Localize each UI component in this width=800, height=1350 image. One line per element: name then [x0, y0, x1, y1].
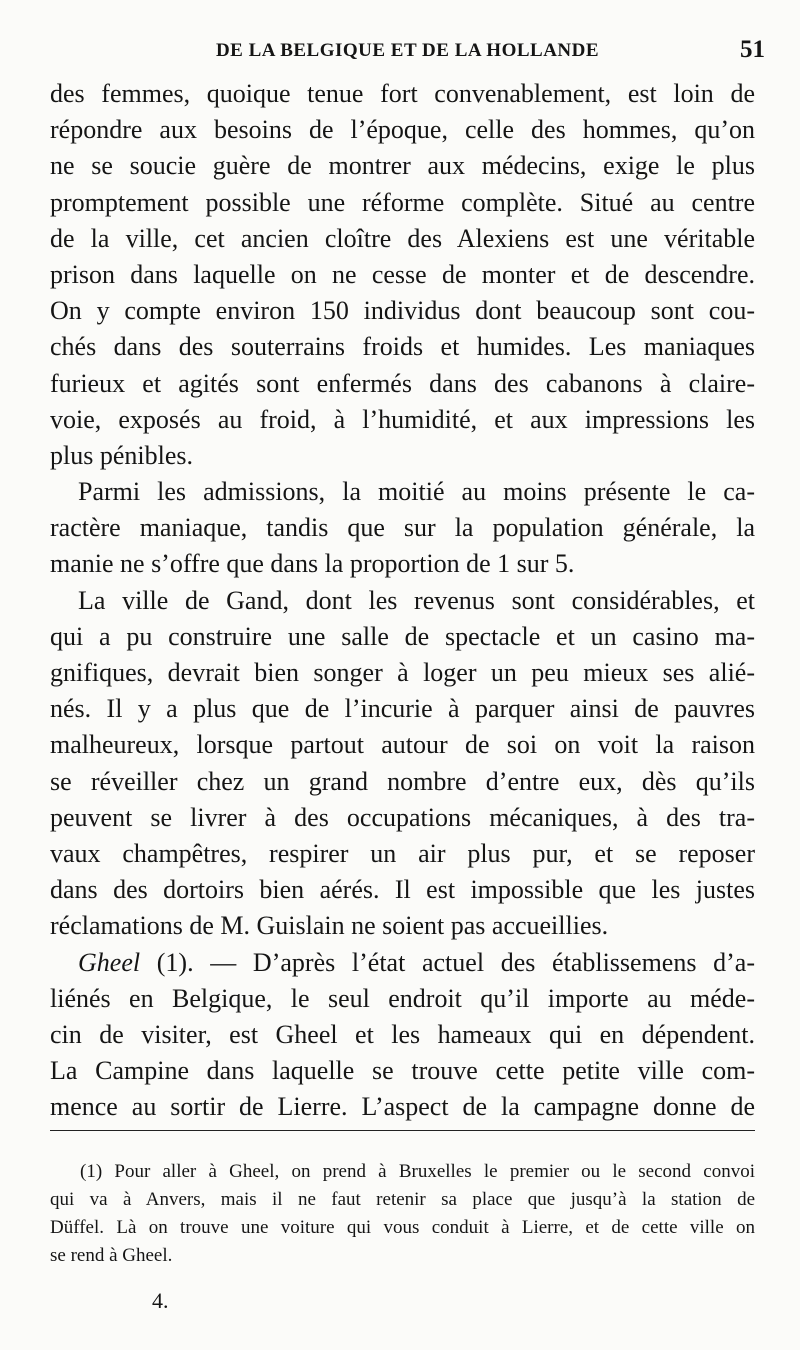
- text-line: prison dans laquelle on ne cesse de monter et de descendre.: [50, 259, 755, 289]
- text-line: Parmi les admissions, la moitié au moins présente le ca-: [78, 477, 755, 507]
- text-line: mence au sortir de Lierre. L’aspect de la campagne donne de: [50, 1092, 755, 1122]
- gheel-line-rest: (1). — D’après l’état actuel des établissemens d’a-: [140, 947, 755, 977]
- text-line: dans des dortoirs bien aérés. Il est impossible que les justes: [50, 875, 755, 905]
- text-line: des femmes, quoique tenue fort convenablement, est loin de: [50, 79, 755, 108]
- text-line: ractère maniaque, tandis que sur la population générale, la: [50, 513, 755, 543]
- text-line: cin de visiter, est Gheel et les hameaux qui en dépendent.: [50, 1019, 755, 1049]
- text-line: vaux champêtres, respirer un air plus pur, et se reposer: [50, 838, 755, 868]
- text-line: La Campine dans laquelle se trouve cette petite ville com-: [50, 1056, 755, 1086]
- text-line: ne se soucie guère de montrer aux médecins, exige le plus: [50, 151, 755, 181]
- text-line: gnifiques, devrait bien songer à loger un peu mieux ses alié-: [50, 658, 755, 687]
- page-number: 51: [740, 36, 765, 63]
- text-line: répondre aux besoins de l’époque, celle des hommes, qu’on: [50, 115, 755, 145]
- signature-mark: 4.: [152, 1288, 169, 1313]
- text-line: furieux et agités sont enfermés dans des cabanons à claire-: [50, 368, 755, 398]
- footnote: [50, 1158, 755, 1270]
- text-line: liénés en Belgique, le seul endroit qu’il importe au méde-: [50, 983, 755, 1013]
- page-header: [50, 36, 765, 72]
- footnote-line: se rend à Gheel.: [50, 1245, 173, 1266]
- text-line: réclamations de M. Guislain ne soient pas accueillies.: [50, 911, 609, 941]
- text-line: malheureux, lorsque partout autour de soi on voit la raison: [50, 730, 755, 760]
- text-line: La ville de Gand, dont les revenus sont considérables, et: [78, 585, 755, 615]
- footnote-line: (1) Pour aller à Gheel, on prend à Bruxelles le premier ou le second convoi: [80, 1161, 755, 1182]
- running-title: DE LA BELGIQUE ET DE LA HOLLANDE: [215, 40, 600, 61]
- gheel-term: Gheel: [78, 947, 141, 977]
- footnote-divider: [50, 1130, 755, 1131]
- text-line: qui a pu construire une salle de spectacle et un casino ma-: [50, 621, 755, 651]
- text-line: voie, exposés au froid, à l’humidité, et aux impressions les: [50, 404, 755, 434]
- footnote-line: qui va à Anvers, mais il ne faut retenir sa place que jusqu’à la station de: [50, 1189, 755, 1210]
- text-line: nés. Il y a plus que de l’incurie à parquer ainsi de pauvres: [50, 694, 755, 724]
- text-line-gheel: [50, 945, 755, 981]
- text-line: de la ville, cet ancien cloître des Alexiens est une véritable: [50, 223, 755, 253]
- text-line: plus pénibles.: [50, 440, 193, 470]
- footnote-line: Düffel. Là on trouve une voiture qui vous conduit à Lierre, et de cette ville on: [50, 1217, 755, 1238]
- text-line: peuvent se livrer à des occupations mécaniques, à des tra-: [50, 802, 755, 832]
- text-line: manie ne s’offre que dans la proportion de 1 sur 5.: [50, 549, 575, 579]
- text-line: se réveiller chez un grand nombre d’entre eux, dès qu’ils: [50, 766, 755, 796]
- text-line: On y compte environ 150 individus dont beaucoup sont cou-: [50, 296, 755, 326]
- text-line: promptement possible une réforme complète. Situé au centre: [50, 187, 755, 217]
- body-text: [50, 76, 755, 1125]
- text-line: chés dans des souterrains froids et humides. Les maniaques: [50, 332, 755, 362]
